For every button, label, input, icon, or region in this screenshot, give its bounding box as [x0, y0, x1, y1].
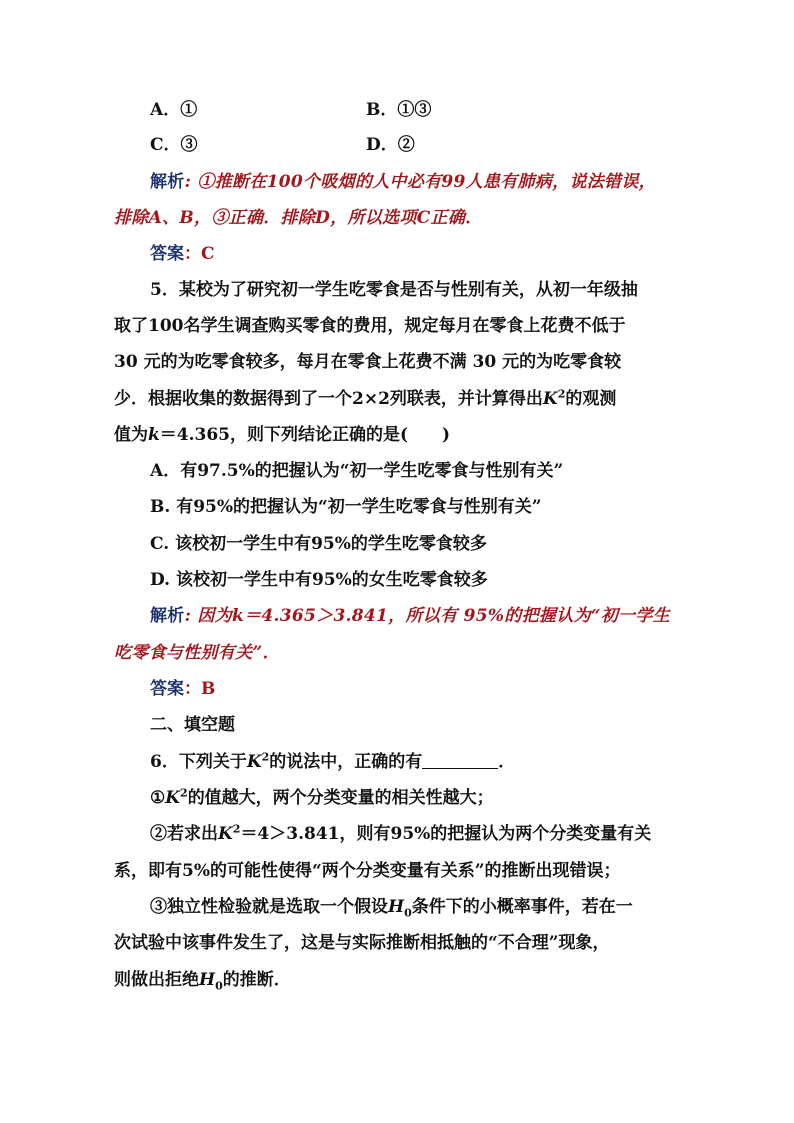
k-symbol: k — [232, 606, 245, 626]
q5-stem-text: 少．根据收集的数据得到了一个2×2列联表，并计算得出 — [114, 389, 543, 409]
q6-item-text: ① — [150, 788, 166, 808]
q5-stem-text: 值为 — [114, 425, 148, 445]
q4-solution-line-2: 排除A、B，③正确．排除D，所以选项C正确． — [114, 208, 483, 228]
q6-stem-text: 6．下列关于 — [150, 752, 247, 772]
q5-option-c: C. 该校初一学生中有95%的学生吃零食较多 — [150, 534, 487, 554]
solution-label: 解析 — [150, 606, 185, 626]
q6-item-text: ＝4＞3.841，则有95%的把握认为两个分类变量有关 — [240, 824, 652, 844]
superscript: 2 — [261, 750, 270, 764]
q5-stem-text: 的观测 — [565, 389, 617, 409]
q4-option-d: D．② — [366, 135, 415, 155]
q5-option-d: D. 该校初一学生中有95%的女生吃零食较多 — [150, 570, 488, 590]
q4-option-a: A．① — [150, 100, 198, 120]
answer-label: 答案 — [150, 244, 184, 264]
q4-solution-text-1: : ①推断在100个吸烟的人中必有99人患有肺病，说法错误， — [184, 172, 656, 192]
q6-item-text: 的值越大，两个分类变量的相关性越大； — [187, 788, 494, 808]
q5-answer — [150, 677, 215, 701]
answer-label: 答案 — [150, 679, 184, 699]
q5-option-b: B. 有95%的把握认为“初一学生吃零食与性别有关” — [150, 497, 542, 517]
q5-stem-line-4 — [114, 387, 616, 411]
q4-option-c: C．③ — [150, 135, 198, 155]
q6-stem-text: 的说法中，正确的有 — [269, 752, 423, 772]
subscript: 0 — [215, 979, 223, 993]
q5-stem-line-1: 5．某校为了研究初一学生吃零食是否与性别有关，从初一年级抽 — [150, 280, 638, 300]
solution-label: 解析 — [150, 172, 185, 192]
q6-item-3-line-3 — [114, 968, 291, 992]
q5-stem-line-2: 取了100名学生调查购买零食的费用，规定每月在零食上花费不低于 — [114, 316, 626, 336]
h-symbol: H — [199, 970, 216, 990]
q5-stem-line-5 — [114, 423, 450, 447]
q6-item-text: 条件下的小概率事件，若在一 — [411, 897, 633, 917]
q4-option-b: B．①③ — [366, 100, 432, 120]
subscript: 0 — [404, 906, 412, 920]
q4-solution-line-1 — [150, 170, 656, 194]
q5-stem-line-3: 30 元的为吃零食较多，每月在零食上花费不满 30 元的为吃零食较 — [114, 352, 622, 372]
q6-item-3-line-2: 次试验中该事件发生了，这是与实际推断相抵触的“不合理”现象， — [114, 933, 610, 953]
superscript: 2 — [557, 387, 566, 401]
q6-item-3-line-1 — [150, 895, 633, 919]
q6-item-2-line-1 — [150, 822, 651, 846]
h-symbol: H — [388, 897, 405, 917]
q5-solution-text: : 因为 — [184, 606, 233, 626]
q4-answer-value: ：C — [184, 244, 215, 264]
k-symbol: K — [218, 824, 233, 844]
q5-answer-value: ：B — [184, 679, 216, 699]
answer-blank[interactable] — [422, 750, 498, 769]
q4-answer — [150, 242, 215, 266]
q6-stem — [150, 750, 515, 774]
q5-solution-line-1 — [150, 604, 670, 628]
q5-solution-text: ＝4.365＞3.841，所以有 95%的把握认为“初一学生 — [244, 606, 671, 626]
q6-stem-text: ． — [498, 752, 516, 772]
k-symbol: K — [165, 788, 181, 808]
superscript: 2 — [180, 786, 188, 800]
q6-item-text: ③独立性检验就是选取一个假设 — [150, 897, 388, 917]
q5-option-a: A．有97.5%的把握认为“初一学生吃零食与性别有关” — [150, 461, 564, 481]
q6-item-text: 的推断． — [222, 970, 291, 990]
q6-item-text: 则做出拒绝 — [114, 970, 199, 990]
section-title: 二、填空题 — [150, 715, 235, 735]
q5-stem-text: ＝4.365，则下列结论正确的是( ) — [159, 425, 451, 445]
q6-item-text: ②若求出 — [150, 824, 218, 844]
superscript: 2 — [232, 822, 241, 836]
q6-item-1 — [150, 786, 494, 810]
k-symbol: k — [148, 425, 160, 445]
q5-solution-line-2: 吃零食与性别有关”． — [114, 643, 280, 663]
k-symbol: K — [542, 389, 558, 409]
q6-item-2-line-2: 系，即有5%的可能性使得“两个分类变量有关系”的推断出现错误； — [114, 861, 621, 881]
k-symbol: K — [246, 752, 262, 772]
